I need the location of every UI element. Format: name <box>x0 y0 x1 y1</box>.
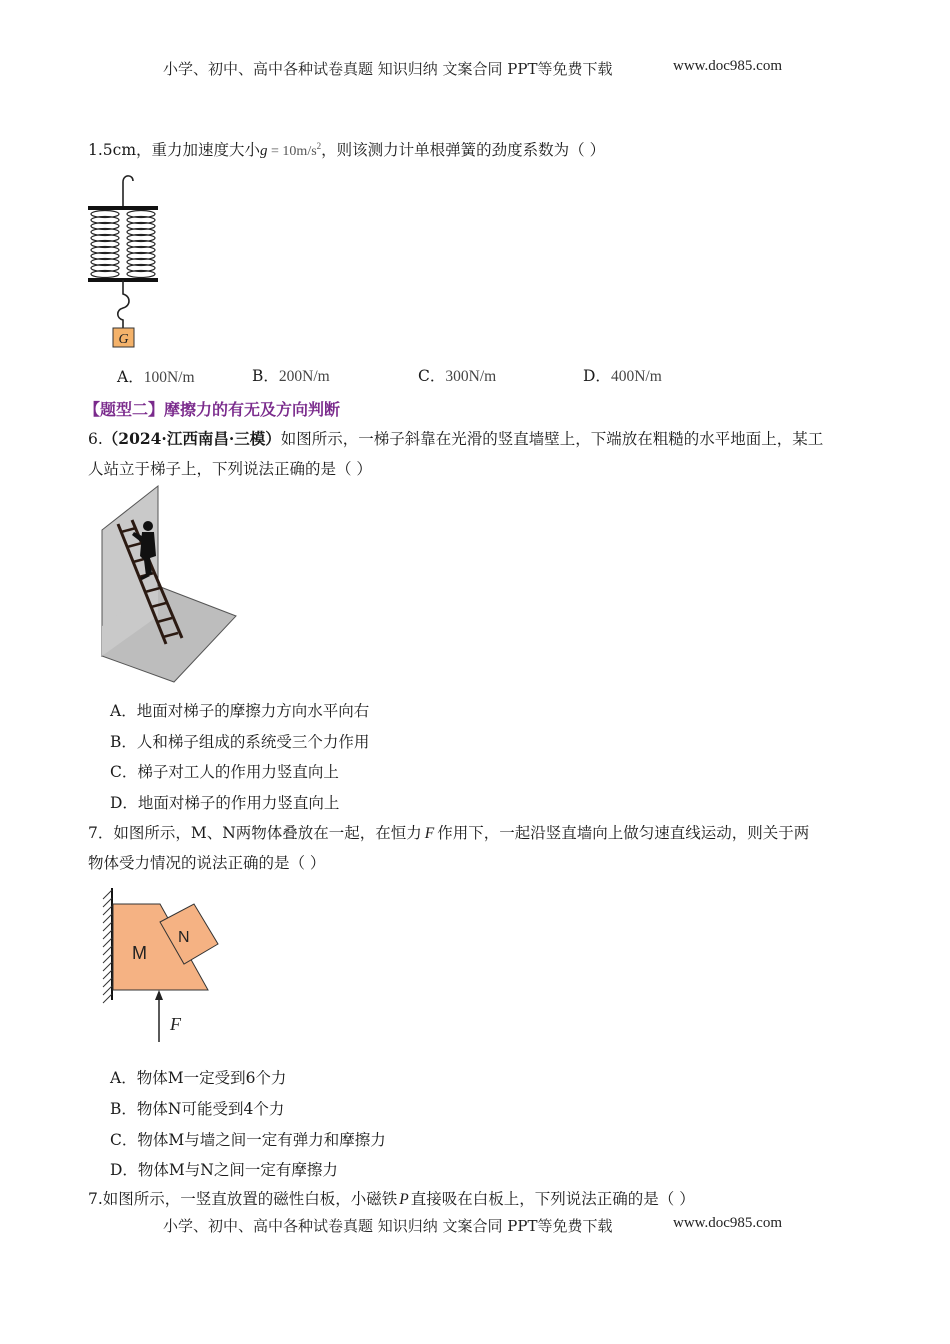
q7-option-a: A．物体M一定受到6个力 <box>110 1069 287 1087</box>
blocks-figure <box>96 886 226 1046</box>
label-m: M <box>132 943 147 963</box>
q6-line1 <box>88 429 823 449</box>
wall-hatch <box>103 890 112 1003</box>
top-hook <box>123 176 133 208</box>
q7b-stem <box>88 1189 695 1210</box>
q6-line1-text: 如图所示，一梯子斜靠在光滑的竖直墙壁上，下端放在粗糙的水平地面上，某工 <box>280 430 824 448</box>
q-prev-option-b: B．200N/m <box>252 367 330 385</box>
q7-line1-text-b: 作用下，一起沿竖直墙向上做匀速直线运动，则关于两 <box>437 824 810 842</box>
q6-line2: 人站立于梯子上，下列说法正确的是（ ） <box>88 460 372 478</box>
q-prev-option-a: A．100N/m <box>117 368 195 386</box>
weight-label: G <box>118 332 129 347</box>
q-prev-stem <box>88 136 605 162</box>
left-spring <box>91 211 119 278</box>
q6-option-b: B．人和梯子组成的系统受三个力作用 <box>110 733 370 751</box>
q6-source: （2024·江西南昌·三模） <box>102 429 281 448</box>
q7b-text-b: 直接吸在白板上，下列说法正确的是（ ） <box>410 1190 695 1208</box>
q7-line2: 物体受力情况的说法正确的是（ ） <box>88 854 326 872</box>
q6-option-a: A．地面对梯子的摩擦力方向水平向右 <box>110 702 370 720</box>
q7b-text-a: 7.如图所示，一竖直放置的磁性白板，小磁铁 <box>88 1190 398 1208</box>
footer-site-link[interactable]: www.doc985.com <box>673 1215 783 1231</box>
ladder-figure <box>96 486 241 686</box>
q6-option-c: C．梯子对工人的作用力竖直向上 <box>110 763 339 781</box>
q7-line1-text-a: 7．如图所示，M、N两物体叠放在一起，在恒力 <box>88 824 422 842</box>
spring-scale-figure <box>80 168 170 353</box>
header-text: 小学、初中、高中各种试卷真题 知识归纳 文案合同 PPT等免费下载 <box>163 60 613 78</box>
q7-option-c: C．物体M与墙之间一定有弹力和摩擦力 <box>110 1131 386 1149</box>
q-prev-option-c: C．300N/m <box>418 367 497 385</box>
q7-force-symbol: F <box>424 825 435 842</box>
bottom-hook <box>118 280 129 328</box>
q6-number: 6. <box>88 430 103 448</box>
q-prev-formula-g: g <box>260 143 268 160</box>
q7-option-b: B．物体N可能受到4个力 <box>110 1100 285 1118</box>
header-site-link[interactable]: www.doc985.com <box>673 58 783 74</box>
q6-option-d: D．地面对梯子的作用力竖直向上 <box>110 794 340 812</box>
q7-option-d: D．物体M与N之间一定有摩擦力 <box>110 1161 338 1179</box>
q-prev-formula-sup: 2 <box>316 141 322 151</box>
footer-text: 小学、初中、高中各种试卷真题 知识归纳 文案合同 PPT等免费下载 <box>163 1217 613 1235</box>
q7-line1 <box>88 823 809 844</box>
label-n: N <box>178 929 190 946</box>
q-prev-text-b: ，则该测力计单根弹簧的劲度系数为（ ） <box>321 141 606 160</box>
q7b-symbol-p: P <box>399 1191 409 1208</box>
q-prev-formula-eq: = 10m/s <box>267 144 317 160</box>
right-spring <box>127 211 155 278</box>
label-f: F <box>170 1014 181 1034</box>
q-prev-text-a: 1.5cm，重力加速度大小 <box>88 141 261 160</box>
section-title: 【题型二】摩擦力的有无及方向判断 <box>84 400 341 419</box>
q-prev-option-d: D．400N/m <box>583 367 662 385</box>
force-arrow-head <box>155 990 163 1000</box>
